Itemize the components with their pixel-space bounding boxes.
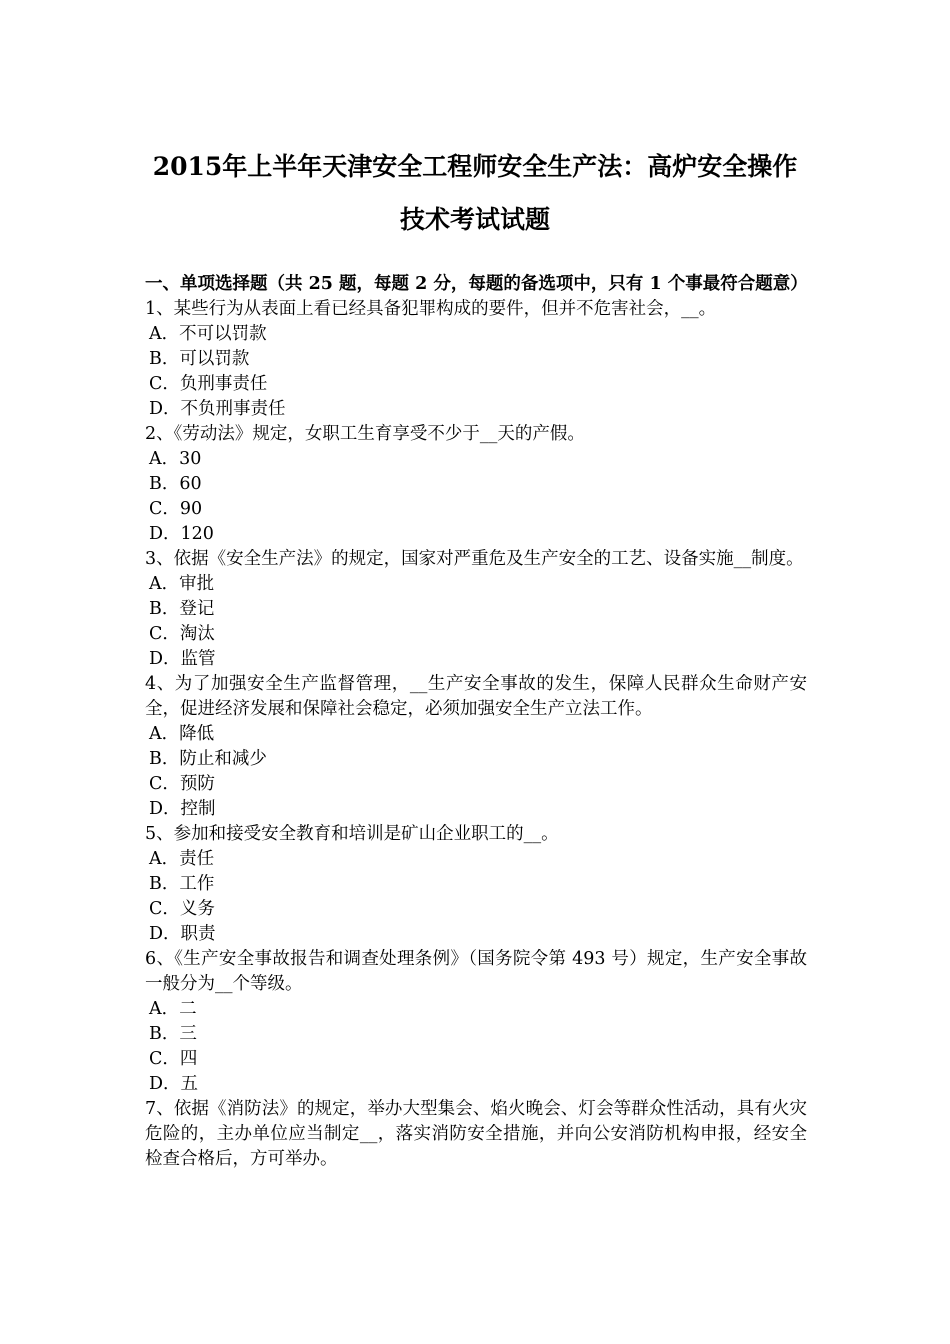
option-d: D．控制 [149, 799, 216, 819]
option-c: C．四 [149, 1049, 198, 1069]
option-d: D．不负刑事责任 [149, 399, 286, 419]
question-text: 4、为了加强安全生产监督管理，__生产安全事故的发生，保障人民群众生命财产安全，促进经济发展和保障社会稳定，必须加强安全生产立法工作。 [145, 674, 807, 719]
question-text: 3、依据《安全生产法》的规定，国家对严重危及生产安全的工艺、设备实施__制度。 [145, 549, 804, 569]
option-b: B．登记 [149, 599, 215, 619]
option-c: C．预防 [149, 774, 215, 794]
option-c: C．义务 [149, 899, 215, 919]
option-d: D．职责 [149, 924, 216, 944]
option-b: B．三 [149, 1024, 197, 1044]
option-c: C．淘汰 [149, 624, 215, 644]
option-a: A．责任 [149, 849, 215, 869]
question-6 [145, 947, 807, 1097]
question-5 [145, 822, 807, 947]
question-3 [145, 547, 807, 672]
question-text: 5、参加和接受安全教育和培训是矿山企业职工的__。 [145, 824, 559, 844]
option-b: B．60 [149, 474, 202, 494]
option-c: C．负刑事责任 [149, 374, 268, 394]
option-a: A．不可以罚款 [149, 324, 267, 344]
question-7 [145, 1097, 807, 1172]
document-title-line-2: 技术考试试题 [399, 205, 550, 234]
question-text: 7、依据《消防法》的规定，举办大型集会、焰火晚会、灯会等群众性活动，具有火灾危险的，主办单位应当制定__，落实消防安全措施，并向公安消防机构申报，经安全检查合格后，方可举办。 [145, 1099, 807, 1169]
option-d: D．120 [149, 524, 214, 544]
question-1 [145, 297, 807, 422]
option-a: A．降低 [149, 724, 215, 744]
option-c: C．90 [149, 499, 203, 519]
option-a: A．30 [149, 449, 202, 469]
option-a: A．二 [149, 999, 197, 1019]
option-a: A．审批 [149, 574, 215, 594]
question-text: 2、《劳动法》规定，女职工生育享受不少于__天的产假。 [145, 424, 585, 444]
document-body [145, 272, 807, 1172]
section-heading: 一、单项选择题（共 25 题，每题 2 分，每题的备选项中，只有 1 个事最符合题意） [145, 274, 808, 294]
question-2 [145, 422, 807, 547]
option-b: B．可以罚款 [149, 349, 250, 369]
question-text: 1、某些行为从表面上看已经具备犯罪构成的要件，但并不危害社会，__。 [145, 299, 717, 319]
question-4 [145, 672, 807, 822]
option-b: B．工作 [149, 874, 215, 894]
question-text: 6、《生产安全事故报告和调查处理条例》（国务院令第 493 号）规定，生产安全事故一般分为__个等级。 [145, 949, 807, 994]
document-title-line-1: 2015年上半年天津安全工程师安全生产法：高炉安全操作 [152, 152, 798, 181]
option-b: B．防止和减少 [149, 749, 267, 769]
option-d: D．五 [149, 1074, 199, 1094]
option-d: D．监管 [149, 649, 216, 669]
